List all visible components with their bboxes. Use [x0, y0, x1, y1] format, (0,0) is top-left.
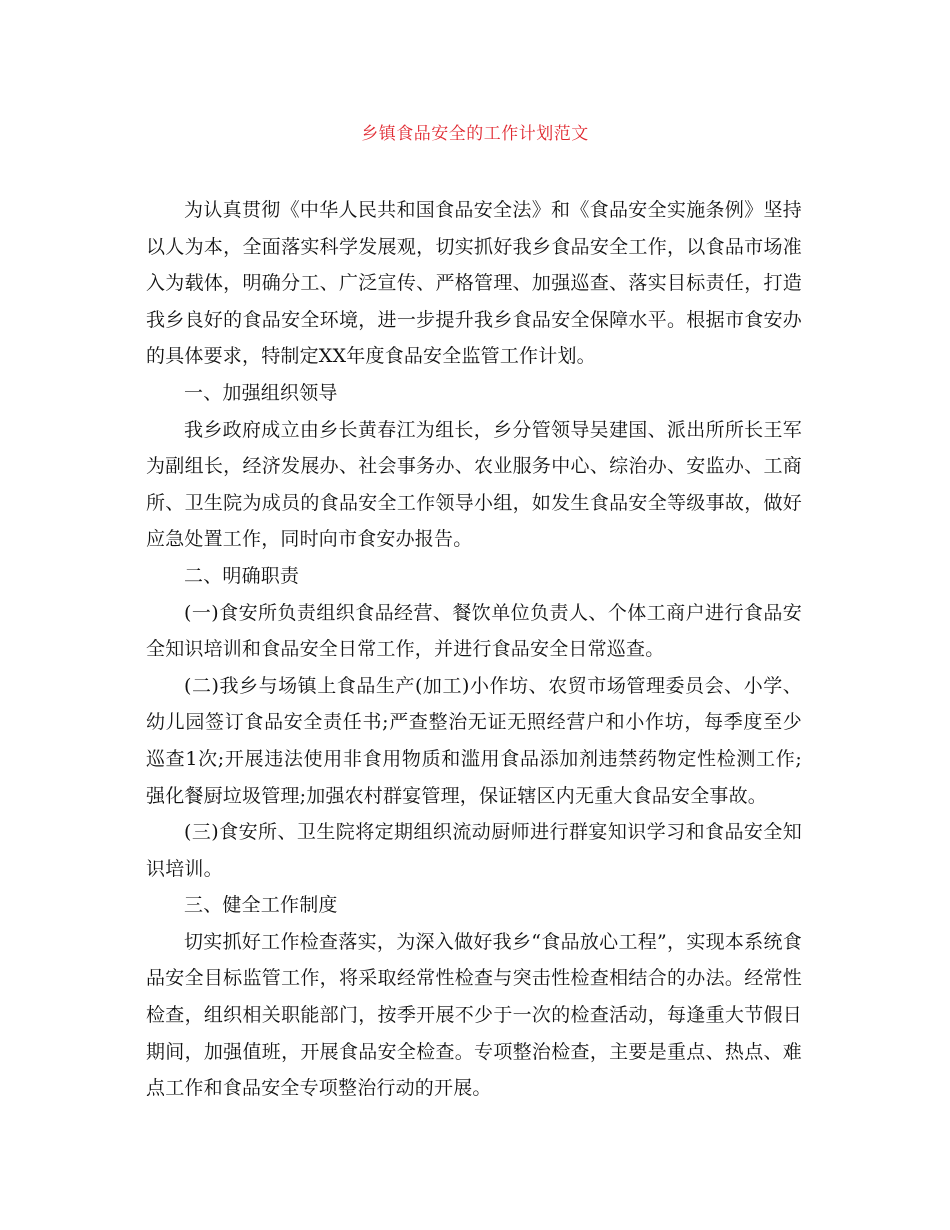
section-heading-3: 三、健全工作制度 [184, 894, 338, 917]
section-2-item-2: (二)我乡与场镇上食品生产(加工)小作坊、农贸市场管理委员会、小学、幼儿园签订食品安全责任书;严查整治无证无照经营户和小作坊，每季度至少巡查1次;开展违法使用非食用物质和滥用食品添加剂违禁药物定性检测工作;强化餐厨垃圾管理;加强农村群宴管理，保证辖区内无重大食品安全事故。 [146, 674, 802, 807]
document-body [146, 192, 802, 1107]
intro-paragraph: 为认真贯彻《中华人民共和国食品安全法》和《食品安全实施条例》坚持以人为本，全面落实科学发展观，切实抓好我乡食品安全工作，以食品市场准入为载体，明确分工、广泛宣传、严格管理、加强巡查、落实目标责任，打造我乡良好的食品安全环境，进一步提升我乡食品安全保障水平。根据市食安办的具体要求，特制定XX年度食品安全监管工作计划。 [146, 199, 802, 368]
section-1-paragraph: 我乡政府成立由乡长黄春江为组长，乡分管领导吴建国、派出所所长王军为副组长，经济发展办、社会事务办、农业服务中心、综治办、安监办、工商所、卫生院为成员的食品安全工作领导小组，如发生食品安全等级事故，做好应急处置工作，同时向市食安办报告。 [146, 418, 802, 551]
section-heading-1: 一、加强组织领导 [184, 381, 338, 404]
section-heading-2: 二、明确职责 [184, 564, 300, 587]
section-3-paragraph: 切实抓好工作检查落实，为深入做好我乡“食品放心工程”，实现本系统食品安全目标监管工作，将采取经常性检查与突击性检查相结合的办法。经常性检查，组织相关职能部门，按季开展不少于一次的检查活动，每逢重大节假日期间，加强值班，开展食品安全检查。专项整治检查，主要是重点、热点、难点工作和食品安全专项整治行动的开展。 [146, 930, 802, 1100]
document-title: 乡镇食品安全的工作计划范文 [361, 124, 589, 144]
section-2-item-1: (一)食安所负责组织食品经营、餐饮单位负责人、个体工商户进行食品安全知识培训和食品安全日常工作，并进行食品安全日常巡查。 [146, 601, 802, 661]
section-2-item-3: (三)食安所、卫生院将定期组织流动厨师进行群宴知识学习和食品安全知识培训。 [146, 821, 802, 880]
